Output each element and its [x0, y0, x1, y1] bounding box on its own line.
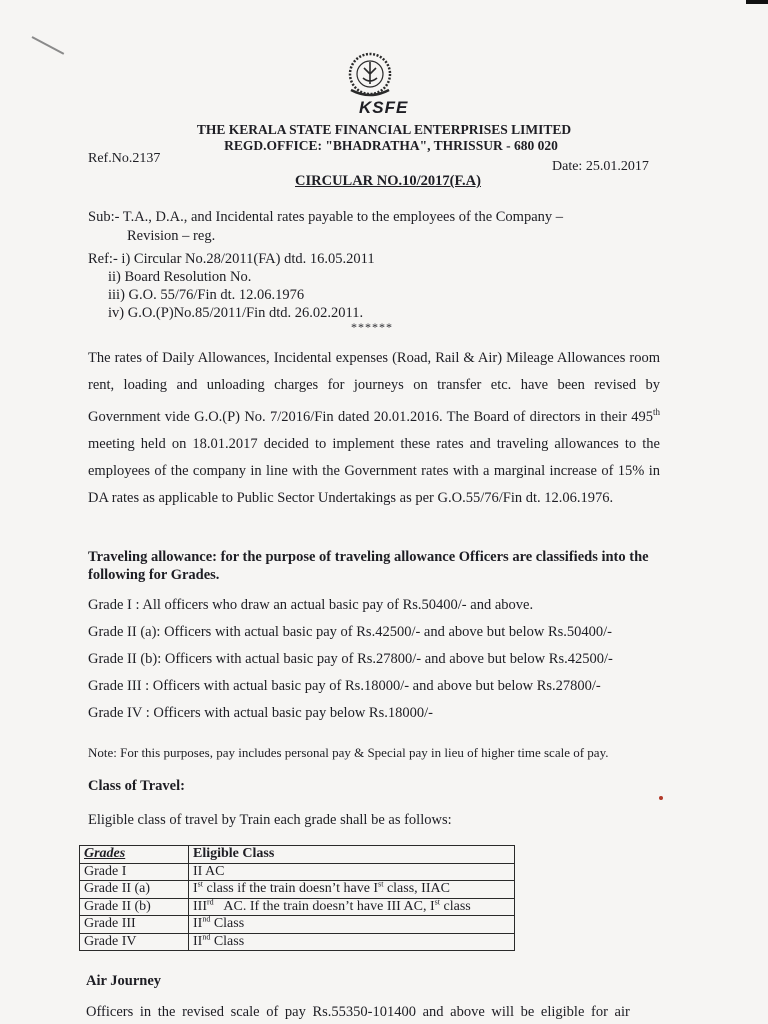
table-row	[80, 881, 515, 899]
brand-name: KSFE	[359, 98, 409, 117]
class-superscript: st	[378, 879, 384, 889]
grade-list	[88, 597, 613, 732]
class-cell	[189, 898, 515, 916]
stray-mark	[659, 796, 663, 800]
reference-item: iv) G.O.(P)No.85/2011/Fin dtd. 26.02.2011.	[108, 305, 364, 321]
class-text: class if the train doesn’t have I	[203, 881, 379, 896]
references	[88, 250, 375, 322]
reference-item: ii) Board Resolution No.	[108, 269, 252, 285]
grade-row: Grade II (b): Officers with actual basic pay of Rs.27800/- and above but below Rs.42500/-	[88, 651, 613, 667]
class-cell	[189, 916, 515, 934]
grade-row: Grade II (a): Officers with actual basic pay of Rs.42500/- and above but below Rs.50400/-	[88, 624, 613, 640]
class-text: class	[440, 898, 471, 914]
air-journey-text: Officers in the revised scale of pay Rs.55350-101400 and above will be eligible for air	[86, 1004, 630, 1020]
air-journey-heading: Air Journey	[86, 973, 162, 989]
subject-line-2: Revision – reg.	[127, 228, 216, 244]
grade-cell: Grade II (b)	[80, 898, 189, 916]
circular-title: CIRCULAR NO.10/2017(F.A)	[295, 173, 481, 189]
circular-date: Date: 25.01.2017	[552, 159, 649, 174]
class-superscript: rd	[207, 896, 214, 906]
table-row	[80, 863, 515, 881]
class-text: AC. If the train doesn’t have III AC, I	[213, 898, 435, 914]
grade-cell: Grade III	[80, 916, 189, 934]
class-cell	[189, 881, 515, 899]
subject-line-1: Sub:- T.A., D.A., and Incidental rates payable to the employees of the Company –	[88, 209, 564, 225]
body-paragraph	[88, 345, 660, 512]
reference-item: Ref:- i) Circular No.28/2011(FA) dtd. 16.05.2011	[88, 251, 375, 267]
meeting-number: 495	[631, 408, 653, 425]
class-text: III	[193, 898, 207, 914]
class-superscript: st	[434, 896, 440, 906]
class-cell	[189, 863, 515, 881]
paragraph-text-a: The rates of Daily Allowances, Incidental expenses (Road, Rail & Air) Mileage Allowances room rent, loading and unloading charges for journeys on transfer etc. have been revised by Government vide G.O.(P) No. 7/2016/Fin dated 20.01.2016. The Board of directors in their	[88, 350, 660, 425]
grade-cell: Grade IV	[80, 933, 189, 951]
pay-note: Note: For this purposes, pay includes personal pay & Special pay in lieu of higher time scale of pay.	[88, 745, 609, 760]
class-text: class, IIAC	[383, 881, 450, 896]
grade-cell: Grade II (a)	[80, 881, 189, 899]
reference-number: Ref.No.2137	[88, 151, 161, 166]
class-text: II	[193, 933, 203, 949]
scan-edge-mark	[746, 0, 768, 4]
class-text: I	[193, 881, 198, 896]
eligible-class-table	[79, 845, 515, 951]
table-row	[80, 898, 515, 916]
subject	[88, 208, 628, 246]
grade-row: Grade III : Officers with actual basic pay of Rs.18000/- and above but below Rs.27800/-	[88, 678, 601, 694]
class-text: Class	[210, 916, 245, 931]
ksfe-emblem-logo	[343, 50, 397, 100]
grade-row: Grade I : All officers who draw an actual basic pay of Rs.50400/- and above.	[88, 597, 534, 613]
registered-office: REGD.OFFICE: "BHADRATHA", THRISSUR - 680 020	[224, 138, 558, 153]
meeting-superscript: th	[652, 407, 660, 417]
table-row	[80, 933, 515, 951]
eligible-class-intro: Eligible class of travel by Train each grade shall be as follows:	[88, 812, 452, 828]
table-row	[80, 916, 515, 934]
table-header-row	[80, 846, 515, 864]
class-text: II AC	[193, 863, 225, 879]
grade-cell: Grade I	[80, 863, 189, 881]
class-superscript: nd	[202, 931, 211, 941]
table-header-eligible-class: Eligible Class	[189, 846, 515, 864]
traveling-allowance-heading: Traveling allowance: for the purpose of traveling allowance Officers are classifieds into the following for Grades.	[88, 549, 649, 583]
paragraph-text-b: meeting held on 18.01.2017 decided to implement these rates and traveling allowances to the employees of the company in line with the Government rates with a marginal increase of 15% in DA rates as applicable to Public Sector Undertakings as per G.O.55/76/Fin dt. 12.06.1976.	[88, 435, 660, 506]
scan-mark	[32, 36, 65, 55]
class-text: II	[193, 916, 203, 931]
class-text: Class	[210, 933, 245, 949]
class-superscript: nd	[202, 914, 211, 924]
class-of-travel-heading: Class of Travel:	[88, 778, 185, 794]
class-superscript: st	[197, 879, 204, 889]
separator-stars: ******	[351, 320, 393, 334]
class-cell	[189, 933, 515, 951]
grade-row: Grade IV : Officers with actual basic pay below Rs.18000/-	[88, 705, 433, 721]
reference-item: iii) G.O. 55/76/Fin dt. 12.06.1976	[108, 287, 305, 303]
table-header-grades: Grades	[80, 846, 189, 864]
company-name: THE KERALA STATE FINANCIAL ENTERPRISES LIMITED	[196, 122, 572, 137]
